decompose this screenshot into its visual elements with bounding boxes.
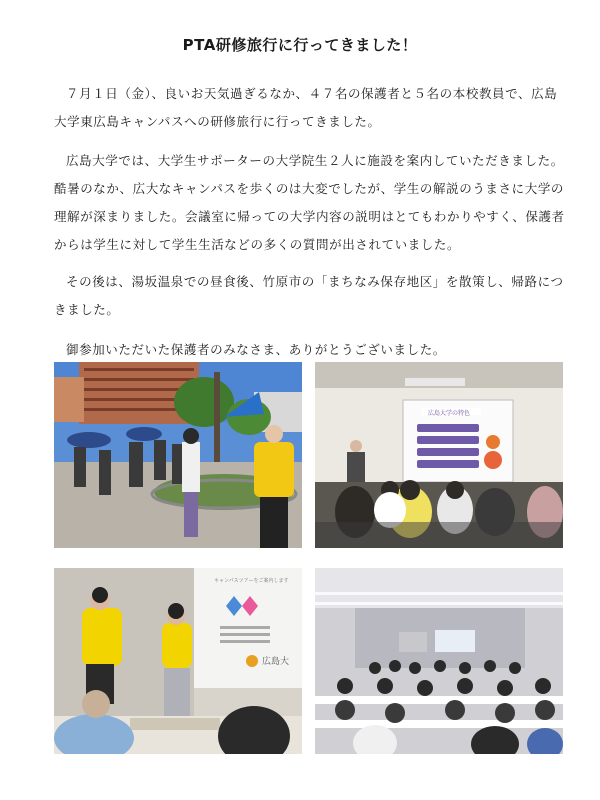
photo-campus-tour — [54, 362, 302, 548]
slide-logo: 広島大 — [262, 657, 290, 667]
page-title: PTA研修旅行に行ってきました！ — [182, 36, 418, 54]
paragraph-intro: ７月１日（金）、良いお天気過ぎるなか、４７名の保護者と５名の本校教員で、広島大学東広島キャンパスへの研修旅行に行ってきました。 — [54, 86, 558, 129]
paragraph-campus-tour: 広島大学では、大学生サポーターの大学院生２人に施設を案内していただきました。酷暑のなか、広大なキャンパスを歩くのは大変でしたが、学生の解説のうまさに大学の理解が深まりました。会議室に帰っての大学内容の説明はとてもわかりやすく、保護者からは学生に対して学生生活などの多くの質問が出されていました。 — [54, 153, 565, 252]
photo-lecture-hall — [315, 568, 563, 754]
paragraph-thanks: 御参加いただいた保護者のみなさま、ありがとうございました。 — [66, 342, 446, 357]
slide-caption: キャンパスツアーをご案内します — [214, 578, 289, 584]
paragraph-afternoon: その後は、湯坂温泉での昼食後、竹原市の「まちなみ保存地区」を散策し、帰路につきました。 — [54, 274, 564, 317]
photo-student-supporters — [54, 568, 302, 754]
photo-presentation — [315, 362, 563, 548]
slide-heading: 広島大学の特色 — [428, 410, 471, 417]
